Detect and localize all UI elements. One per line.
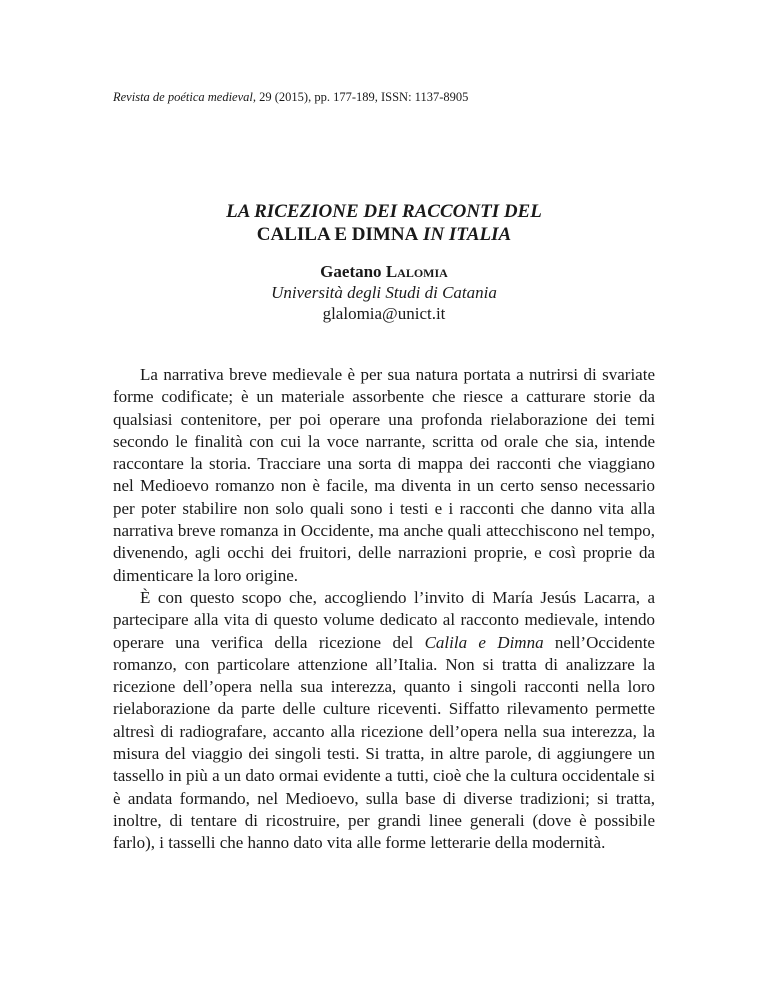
paragraph-2-text-a: È con questo scopo che, accogliendo l’invito di María Jesús Lacarra, a partecipare alla vita di questo volume dedicato al racconto medievale, intendo operare una verifica della ricezione del (113, 587, 655, 652)
title-in-italia: IN ITALIA (418, 224, 512, 245)
work-title-italic: Calila e Dimna (424, 632, 544, 652)
article-title (113, 200, 655, 246)
paragraph-1: La narrativa breve medievale è per sua natura portata a nutrirsi di svariate forme codificate; è un materiale assorbente che riesce a catturare storie da qualsiasi contenitore, per poi operare una profonda rielaborazione dei temi secondo le finalità con cui la voce narrante, scritta od orale che sia, intende raccontare la storia. Tracciare una sorta di mappa dei racconti che viaggiano nel Medioevo romanzo non è facile, ma diventa in un certo senso necessario per poter stabilire non solo quali sono i testi e i racconti che danno vita alla narrativa breve romanza in Occidente, ma anche quali attecchiscono nel tempo, divenendo, agli occhi dei fruitori, delle narrazioni proprie, e così proprie da dimenticare la loro origine. (113, 365, 655, 585)
paragraph-2 (113, 587, 655, 855)
author-last-name: Lalomia (385, 262, 448, 281)
running-head (113, 90, 468, 105)
author-email: glalomia@unict.it (322, 304, 446, 323)
author-block (113, 261, 655, 324)
paragraph-2-text-b: nell’Occidente romanzo, con particolare attenzione all’Italia. Non si tratta di analizzare la ricezione dell’opera nella sua interezza, quanto i singoli racconti nella loro rielaborazione da parte delle culture riceventi. Siffatto rilevamento permette altresì di radiografare, accanto alla ricezione dell’opera nella sua interezza, la misura del viaggio dei singoli testi. Si tratta, in altre parole, di aggiungere un tassello in più a un dato ormai evidente a tutti, cioè che la cultura occidentale si è andata formando, nel Medioevo, sulla base di diverse tradizioni; si tratta, inoltre, di tentare di ricostruire, per grandi linee generali (dove è possibile farlo), i tasselli che hanno dato vita alle forme letterarie della modernità. (113, 632, 655, 853)
title-line-2 (113, 223, 655, 246)
author-affiliation: Università degli Studi di Catania (271, 283, 497, 302)
author-name (113, 261, 655, 282)
journal-name: Revista de poética medieval, (113, 90, 256, 104)
title-work-name: CALILA E DIMNA (256, 224, 419, 245)
article-body (113, 364, 655, 855)
author-first-name: Gaetano (320, 262, 386, 281)
citation-details: 29 (2015), pp. 177-189, ISSN: 1137-8905 (256, 90, 469, 104)
title-line-1: LA RICEZIONE DEI RACCONTI DEL (226, 201, 542, 222)
